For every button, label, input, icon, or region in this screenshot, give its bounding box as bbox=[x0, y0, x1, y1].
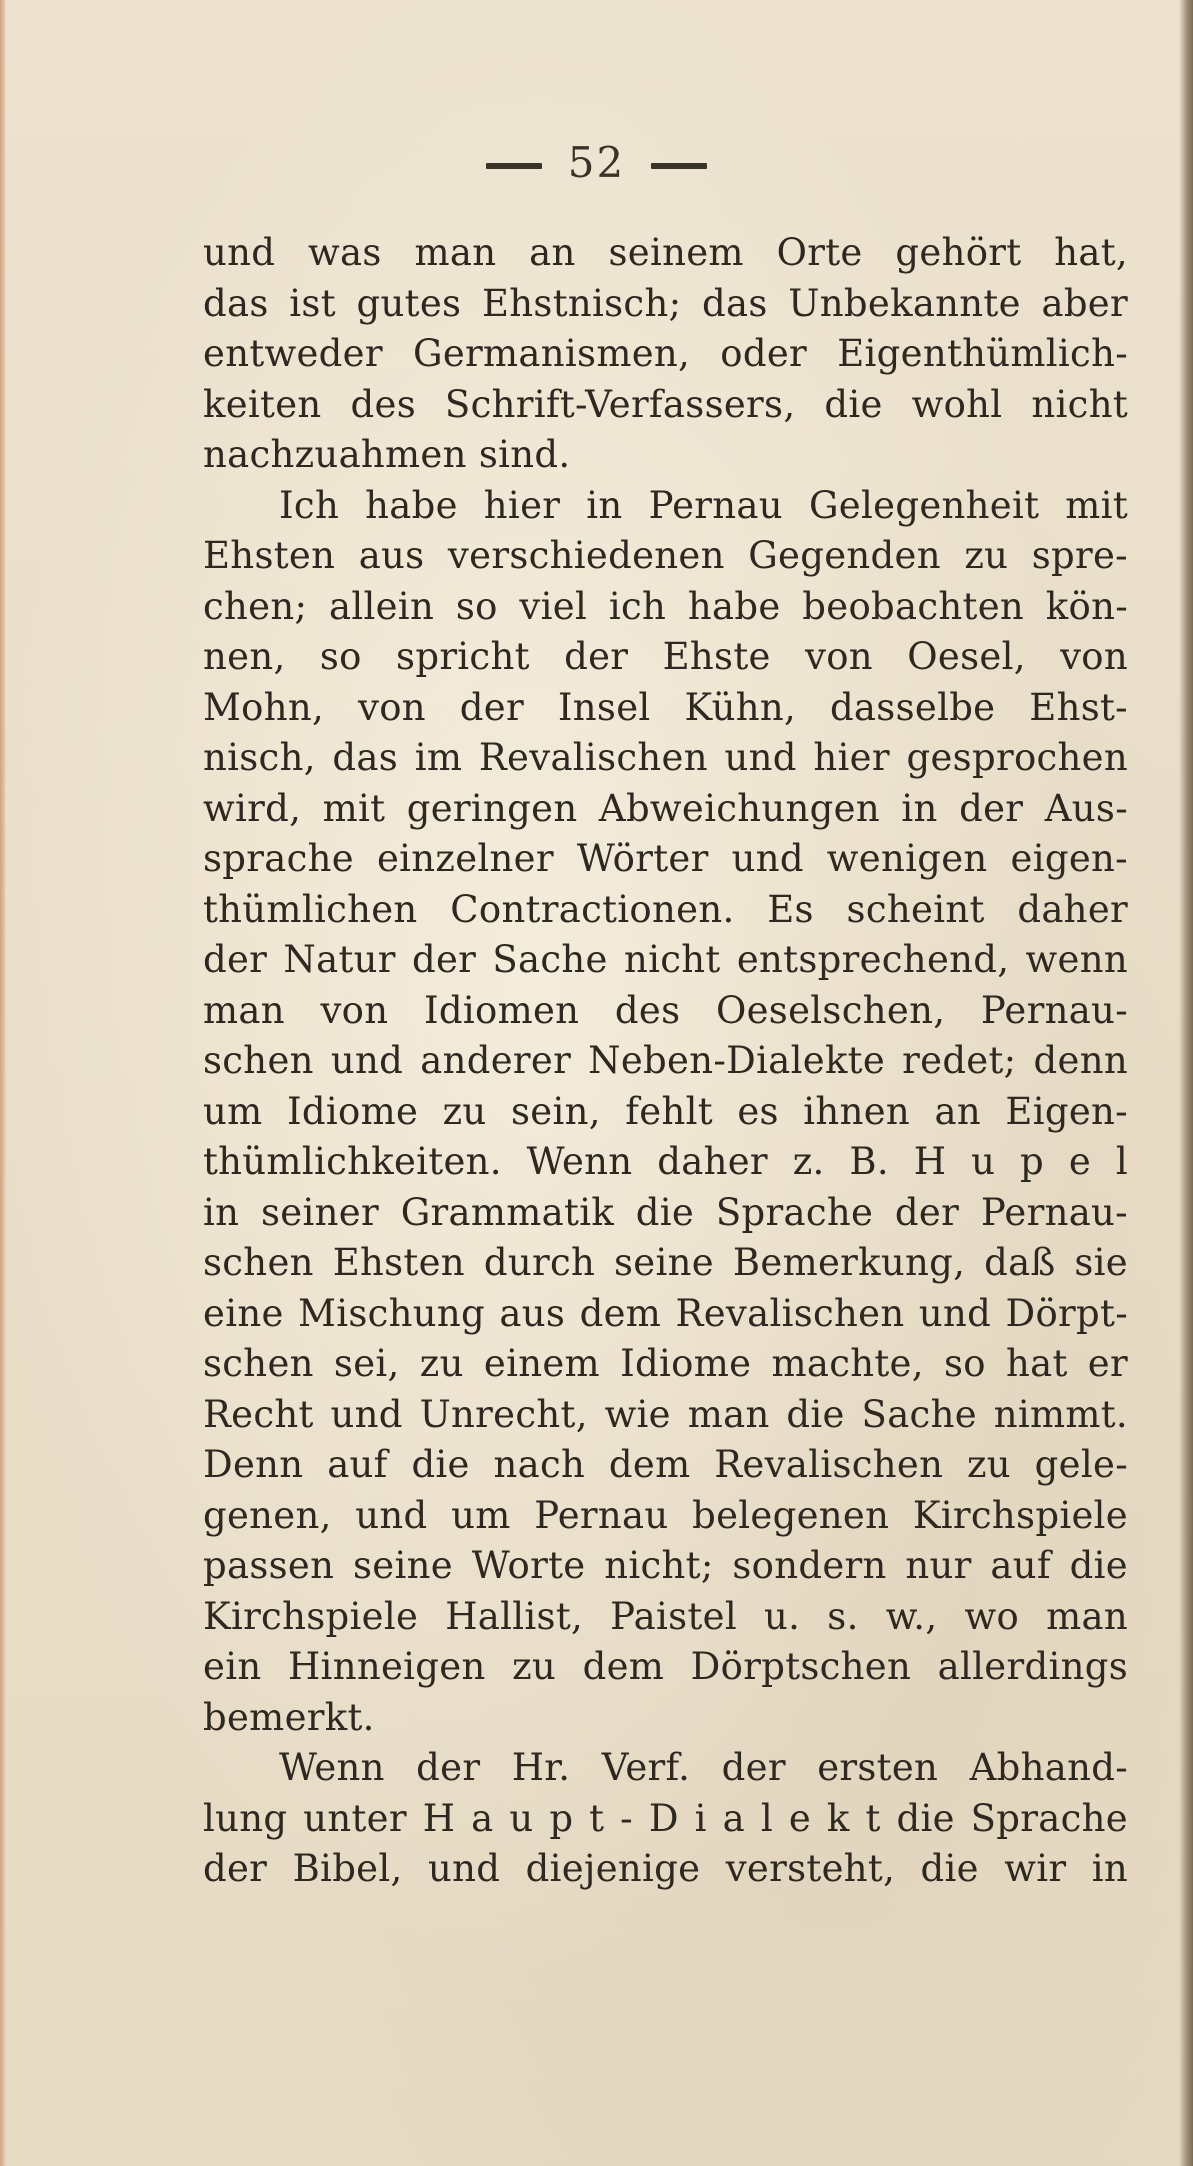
page-number: 52 bbox=[567, 138, 626, 187]
text-line: Denn auf die nach dem Revalischen zu gele- bbox=[203, 1443, 1128, 1486]
text-line: um Idiome zu sein, fehlt es ihnen an Eigen- bbox=[203, 1089, 1128, 1133]
text-line: schen und anderer Neben-Dialekte redet; denn bbox=[203, 1039, 1128, 1082]
text-line: genen, und um Pernau belegenen Kirchspiele bbox=[203, 1493, 1128, 1537]
text-line: nisch, das im Revalischen und hier gesprochen bbox=[203, 736, 1128, 779]
text-line: schen Ehsten durch seine Bemerkung, daß sie bbox=[203, 1241, 1128, 1284]
text-line: thümlichen Contractionen. Es scheint daher bbox=[203, 887, 1128, 931]
text-line: Kirchspiele Hallist, Paistel u. s. w., wo man bbox=[203, 1594, 1128, 1638]
text-line: nachzuahmen sind. bbox=[203, 433, 571, 476]
text-line: bemerkt. bbox=[203, 1695, 375, 1739]
page-right-edge-shadow bbox=[1179, 0, 1193, 2166]
text-line: sprache einzelner Wörter und wenigen eigen- bbox=[203, 837, 1128, 880]
page-left-edge bbox=[0, 0, 6, 2166]
text-line: das ist gutes Ehstnisch; das Unbekannte aber bbox=[203, 281, 1128, 325]
text-line: lung unter H a u p t - D i a l e k t die Sprache bbox=[203, 1796, 1128, 1840]
text-line: der Natur der Sache nicht entsprechend, wenn bbox=[203, 938, 1128, 981]
text-line: thümlichkeiten. Wenn daher z. B. H u p e l bbox=[203, 1140, 1128, 1183]
text-line: ein Hinneigen zu dem Dörptschen allerdings bbox=[203, 1645, 1128, 1688]
text-line: nen, so spricht der Ehste von Oesel, von bbox=[203, 635, 1128, 678]
text-line: Ehsten aus verschiedenen Gegenden zu spre- bbox=[203, 534, 1128, 577]
text-line: chen; allein so viel ich habe beobachten kön- bbox=[203, 584, 1128, 628]
text-line: passen seine Worte nicht; sondern nur auf die bbox=[203, 1544, 1128, 1587]
text-line: in seiner Grammatik die Sprache der Pernau- bbox=[203, 1190, 1128, 1234]
text-line: Wenn der Hr. Verf. der ersten Abhand- bbox=[279, 1746, 1128, 1789]
text-line: Mohn, von der Insel Kühn, dasselbe Ehst- bbox=[203, 685, 1128, 729]
page-header bbox=[0, 138, 1193, 187]
text-line: Ich habe hier in Pernau Gelegenheit mit bbox=[279, 483, 1128, 527]
body-text bbox=[203, 228, 1128, 1895]
text-line: der Bibel, und diejenige versteht, die wir in bbox=[203, 1847, 1128, 1890]
header-dash-left bbox=[486, 163, 542, 169]
text-line: man von Idiomen des Oeselschen, Pernau- bbox=[203, 988, 1128, 1032]
text-line: wird, mit geringen Abweichungen in der Aus- bbox=[203, 786, 1128, 830]
text-line: keiten des Schrift-Verfassers, die wohl nicht bbox=[203, 382, 1128, 426]
text-line: Recht und Unrecht, wie man die Sache nimmt. bbox=[203, 1392, 1128, 1436]
header-dash-right bbox=[651, 163, 707, 169]
text-line: schen sei, zu einem Idiome machte, so hat er bbox=[203, 1342, 1128, 1385]
text-line: entweder Germanismen, oder Eigenthümlich- bbox=[203, 332, 1128, 375]
text-line: und was man an seinem Orte gehört hat, bbox=[203, 231, 1128, 274]
text-line: eine Mischung aus dem Revalischen und Dörpt- bbox=[203, 1291, 1128, 1335]
